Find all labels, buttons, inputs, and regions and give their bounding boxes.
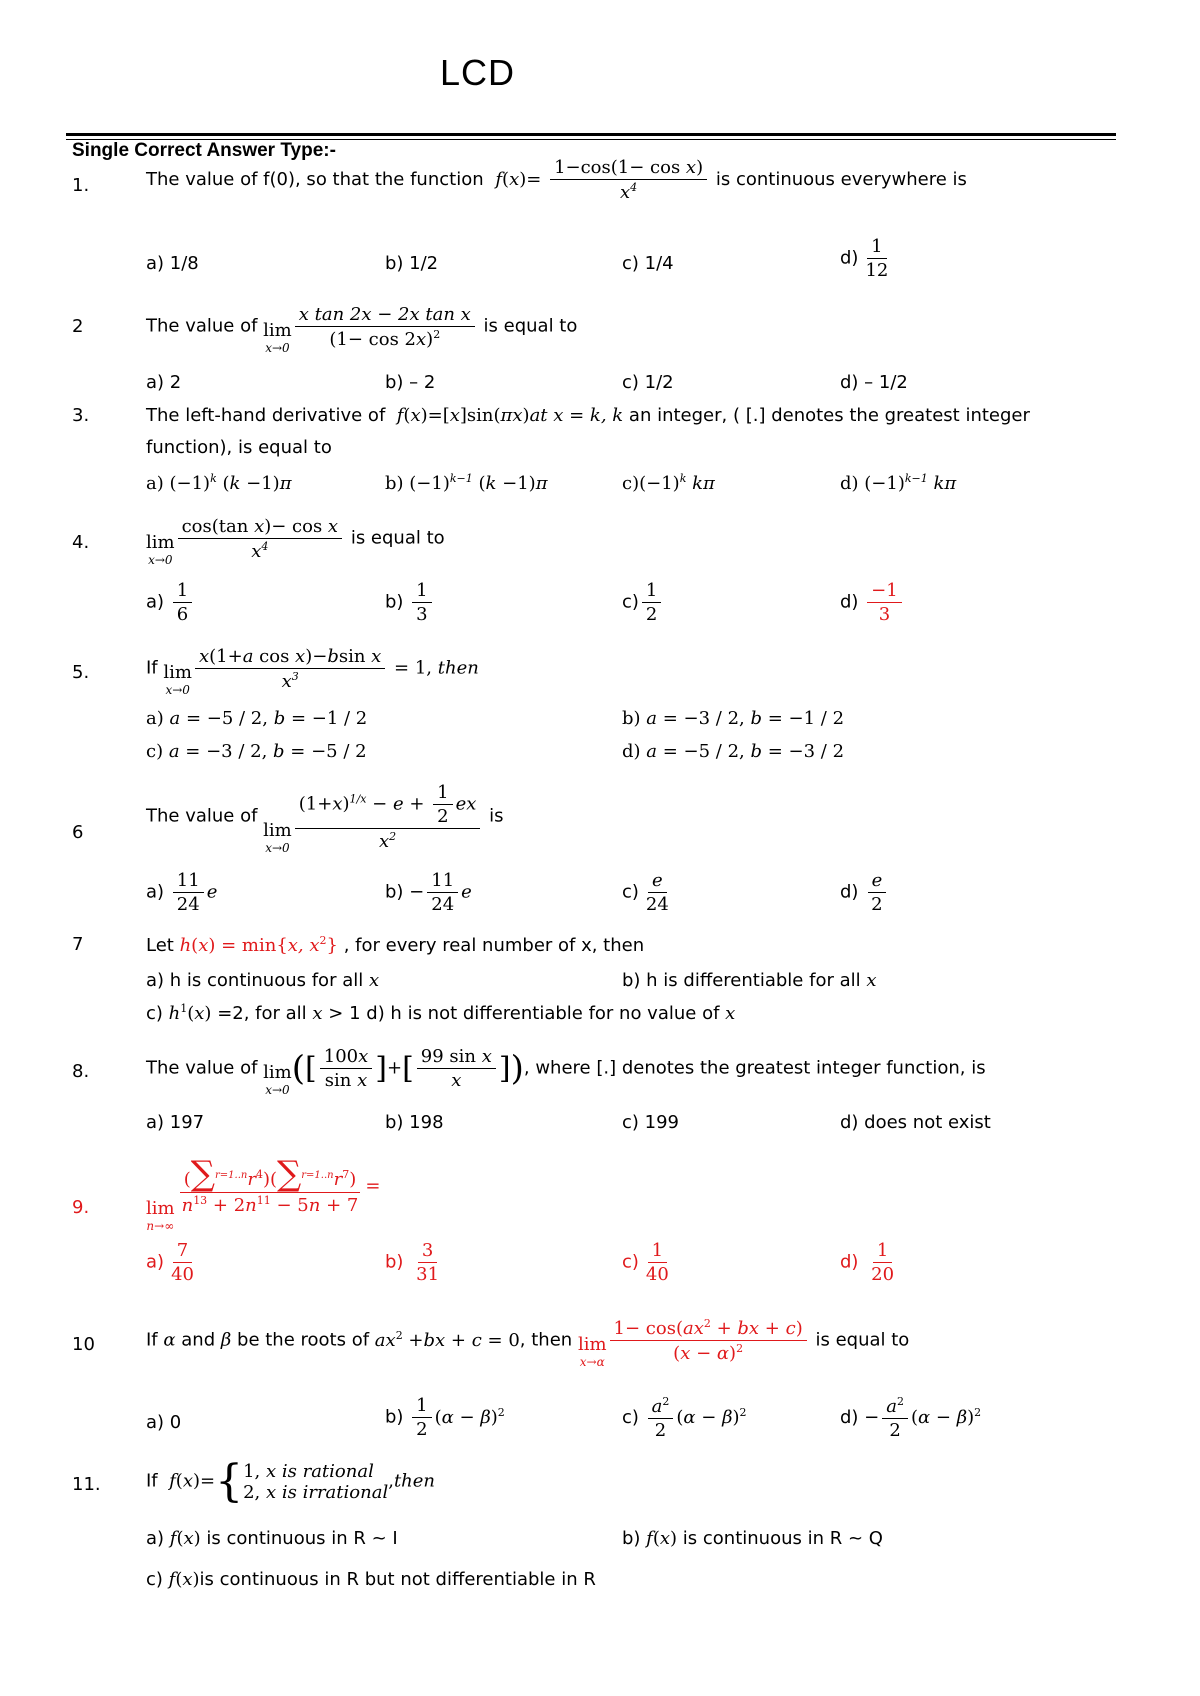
q2-option-a: a) 2 (146, 372, 182, 393)
q7-stem: Let h(x) = min{x, $x^2$} , for every real number of x, then (146, 934, 645, 956)
q1-fraction: $\frac{\text{1−cos(1− cos x)}}{x^4}$ (550, 157, 707, 203)
q3-option-c: $c)(-1)^k$ kπ (622, 472, 715, 494)
q9-option-c: c) $\frac{1}{40}$ (622, 1240, 669, 1285)
q6-option-b: b) − $\frac{11}{24}$ e (385, 870, 472, 915)
q3-option-d: d) $(-1)^{k-1}$ kπ (840, 472, 957, 494)
q1-option-d: d) $\frac{1}{12}$ (840, 236, 889, 281)
q4-stem: lim x→0 $\frac{\text{cos(tan x)− cos x}}{x^4}$ is equal to (146, 515, 445, 567)
q9-option-d: d) $\frac{1}{20}$ (840, 1240, 895, 1285)
q7-number: 7 (72, 934, 84, 955)
q7-option-b: b) h is differentiable for all x (622, 970, 877, 991)
q8-stem: The value of lim x→0 ([ $\frac{100x}{\text{sin x}}$ ]+[ $\frac{\text{99 sin x}}{x}$ ]), where [.] denotes the greatest integer function, is (146, 1046, 986, 1097)
q11-option-b: b) f(x) is continuous in R ~ Q (622, 1528, 883, 1549)
q3-option-a: a) $(-1)^k$ (k −1)π (146, 472, 292, 494)
q7-option-a: a) h is continuous for all x (146, 970, 380, 991)
q1-stem: The value of f(0), so that the function f(x)= $\frac{\text{1−cos(1− cos x)}}{x^4}$ is continuous everywhere is (146, 157, 967, 203)
q11-option-a: a) f(x) is continuous in R ~ I (146, 1528, 398, 1549)
q4-option-d: d) $\frac{-1}{3}$ (840, 580, 905, 625)
q4-number: 4. (72, 532, 90, 553)
q8-option-a: a) 197 (146, 1112, 205, 1133)
q6-option-d: d) $\frac{e}{2}$ (840, 870, 890, 915)
q10-option-d: d) − $\frac{a^2}{2}$ $(\alpha - \beta)^2$ (840, 1395, 982, 1441)
q2-pre: The value of (146, 315, 258, 337)
section-heading: Single Correct Answer Type:- (72, 140, 336, 161)
q11-option-c: c) f(x)is continuous in R but not differentiable in R (146, 1569, 596, 1590)
q2-stem: The value of lim x→0 $\frac{\text{x tan 2x − 2x tan x}}{(1- \cos 2x)^2}$ is equal to (146, 303, 578, 355)
q3-stem-line1: The left-hand derivative of f(x)=[x]sin(πx)at x = k, k an integer, ( [.] denotes the greatest integer (146, 405, 1030, 426)
q10-stem: If α and β be the roots of $ax^2 +bx + c = 0$, then lim x→α $\frac{1- \cos(ax^2 + bx + c)}{(x - \alpha)^2}$ is equal to (146, 1317, 910, 1369)
q11-stem: If f(x)={ 1, x is rational 2, x is irrational ,then (146, 1456, 436, 1507)
q9-stem: lim n→∞ $\frac{(\sum^{r=1..n}r^4)(\sum^{r=1..n}r^7)}{n^{13} + 2n^{11} - 5n + 7}$ = (146, 1154, 381, 1233)
q9-option-a: a) $\frac{7}{40}$ (146, 1240, 194, 1285)
q1-option-a: a) 1/8 (146, 253, 199, 274)
q1-post: is continuous everywhere is (715, 169, 967, 190)
q2-option-c: c) 1/2 (622, 372, 674, 393)
q5-option-b: b) a = −3 / 2, b = −1 / 2 (622, 708, 845, 729)
q4-option-c: c) $\frac{1}{2}$ (622, 580, 664, 625)
q4-option-b: b) $\frac{1}{3}$ (385, 580, 435, 625)
q10-option-b: b) $\frac{1}{2}$ $(\alpha - \beta)^2$ (385, 1395, 505, 1440)
q4-option-a: a) $\frac{1}{6}$ (146, 580, 195, 625)
q8-number: 8. (72, 1061, 90, 1082)
q5-option-c: c) a = −3 / 2, b = −5 / 2 (146, 741, 367, 762)
q1-option-c: c) 1/4 (622, 253, 674, 274)
q7-option-c-d: c) $h^1(x) =2$, for all x > 1 d) h is not differentiable for no value of x (146, 1002, 736, 1024)
q8-option-d: d) does not exist (840, 1112, 991, 1133)
q5-stem: If lim x→0 $\frac{\text{x(1+a cos x)−bsin x}}{x^3}$ = 1, then (146, 645, 479, 697)
q9-number: 9. (72, 1197, 90, 1218)
q1-pre: The value of f(0), so that the function (146, 169, 484, 190)
q10-option-c: c) $\frac{a^2}{2}$ $(\alpha - \beta)^2$ (622, 1395, 747, 1441)
q3-number: 3. (72, 405, 90, 426)
q6-option-c: c) $\frac{e}{24}$ (622, 870, 669, 915)
q2-number: 2 (72, 316, 84, 337)
q2-option-b: b) – 2 (385, 372, 436, 393)
q1-number: 1. (72, 175, 90, 196)
q9-option-b: b) $\frac{3}{31}$ (385, 1240, 440, 1285)
q2-post: is equal to (483, 315, 578, 337)
q10-option-a: a) 0 (146, 1412, 182, 1433)
q6-number: 6 (72, 822, 84, 843)
q1-option-b: b) 1/2 (385, 253, 439, 274)
q10-number: 10 (72, 1334, 95, 1355)
q3-stem-line2: function), is equal to (146, 437, 332, 458)
q2-option-d: d) – 1/2 (840, 372, 908, 393)
q5-number: 5. (72, 662, 90, 683)
page-title: LCD (440, 52, 516, 93)
q6-option-a: a) $\frac{11}{24}$ e (146, 870, 218, 915)
q3-option-b: b) $(-1)^{k-1}$ (k −1)π (385, 472, 548, 494)
q8-option-c: c) 199 (622, 1112, 679, 1133)
q5-option-d: d) a = −5 / 2, b = −3 / 2 (622, 741, 845, 762)
q6-stem: The value of lim x→0 $(1+x)^{1/x} - e$ + $\frac{1}{2}$ ex $x^2$ is (146, 781, 504, 855)
q11-number: 11. (72, 1474, 101, 1495)
q5-option-a: a) a = −5 / 2, b = −1 / 2 (146, 708, 368, 729)
q8-option-b: b) 198 (385, 1112, 444, 1133)
header-rule-thick (66, 133, 1116, 136)
